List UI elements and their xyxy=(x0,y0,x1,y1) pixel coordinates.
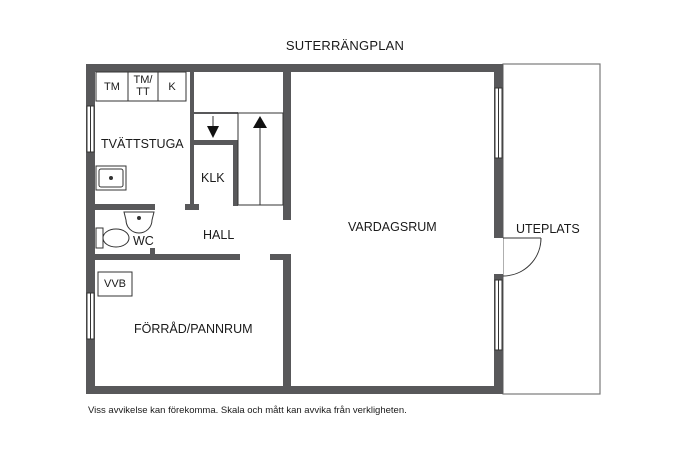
disclaimer-text: Viss avvikelse kan förekomma. Skala och mått kan avvika från verkligheten. xyxy=(88,405,407,416)
tm-label: TM xyxy=(104,81,120,93)
room-hall: HALL xyxy=(203,228,235,242)
k-label: K xyxy=(168,81,176,93)
room-vardagsrum: VARDAGSRUM xyxy=(348,220,437,234)
room-wc: WC xyxy=(133,234,154,248)
stairs xyxy=(207,113,283,205)
room-tvattstuga: TVÄTTSTUGA xyxy=(101,137,184,151)
plan-title: SUTERRÄNGPLAN xyxy=(285,38,405,53)
room-uteplats: UTEPLATS xyxy=(516,222,580,236)
room-klk: KLK xyxy=(201,171,225,185)
vvb-label: VVB xyxy=(103,278,126,290)
tm-tt-label-bottom: TT xyxy=(136,86,150,98)
tm-tt-label-top: TM/ xyxy=(133,74,153,86)
room-forrad-pannrum: FÖRRÅD/PANNRUM xyxy=(134,322,253,336)
terrace-door xyxy=(494,238,541,276)
